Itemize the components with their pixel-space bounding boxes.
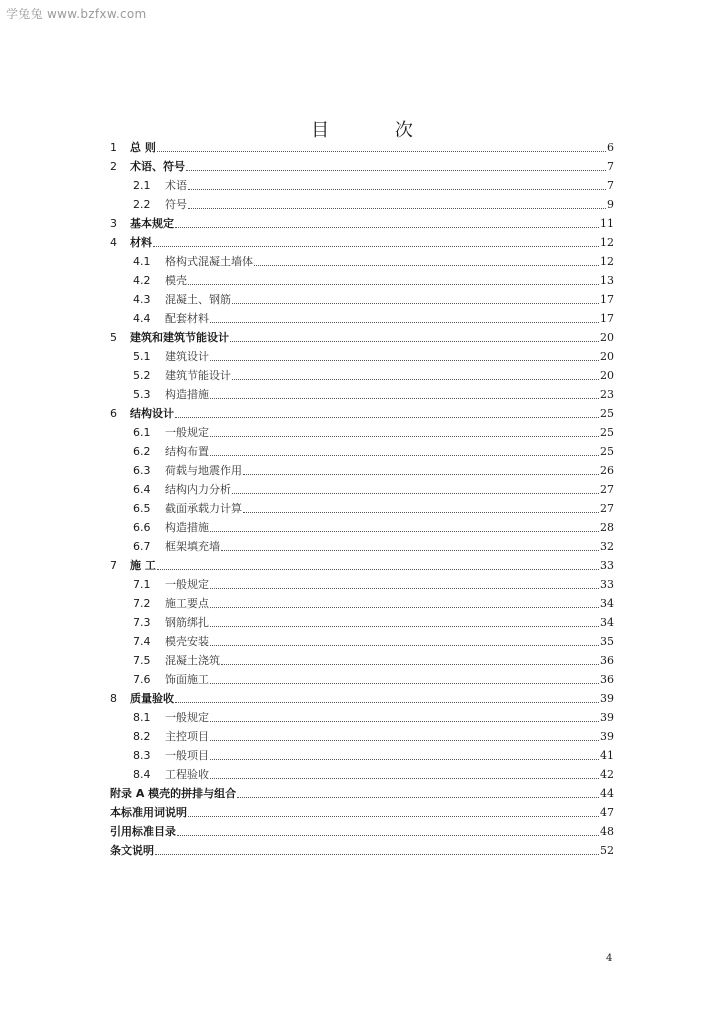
toc-entry-number: 2.1 [133,179,151,192]
toc-entry-number: 6.1 [133,426,151,439]
toc-entry[interactable] [110,366,614,385]
toc-dot-leader [157,151,606,152]
toc-entry[interactable] [110,556,614,575]
toc-entry-page: 17 [600,312,614,325]
toc-entry-page: 25 [600,445,614,458]
toc-entry[interactable] [110,347,614,366]
toc-entry-number: 4.1 [133,255,151,268]
toc-entry-label: 截面承载力计算 [165,502,242,515]
toc-entry-number: 7.2 [133,597,151,610]
toc-entry[interactable] [110,746,614,765]
toc-entry-number: 6.4 [133,483,151,496]
toc-entry-page: 52 [600,844,614,857]
toc-entry-label: 附录 A 模壳的拼排与组合 [110,787,237,800]
toc-dot-leader [210,721,599,722]
toc-entry-label: 术语 [165,179,187,192]
toc-dot-leader [210,740,599,741]
toc-entry-page: 32 [600,540,614,553]
toc-dot-leader [188,189,606,190]
toc-entry-page: 7 [607,160,614,173]
toc-dot-leader [210,588,599,589]
toc-entry-page: 39 [600,730,614,743]
toc-entry-page: 36 [600,654,614,667]
toc-entry-label: 条文说明 [110,844,154,857]
toc-entry-number: 7.5 [133,654,151,667]
toc-entry[interactable] [110,537,614,556]
toc-entry-label: 工程验收 [165,768,209,781]
toc-entry-page: 20 [600,369,614,382]
toc-entry-label: 格构式混凝土墙体 [165,255,253,268]
toc-dot-leader [210,398,599,399]
toc-entry-label: 一般规定 [165,711,209,724]
toc-dot-leader [210,531,599,532]
toc-entry-page: 36 [600,673,614,686]
toc-entry-page: 20 [600,331,614,344]
toc-dot-leader [232,493,599,494]
toc-dot-leader [155,854,599,855]
toc-entry-label: 基本规定 [130,217,174,230]
toc-entry-label: 饰面施工 [165,673,209,686]
toc-dot-leader [157,569,599,570]
toc-entry-page: 6 [607,141,614,154]
toc-dot-leader [188,284,599,285]
toc-entry[interactable] [110,651,614,670]
toc-entry-label: 混凝土、钢筋 [165,293,231,306]
toc-dot-leader [175,417,599,418]
toc-dot-leader [175,702,599,703]
toc-entry-number: 4.3 [133,293,151,306]
toc-entry-number: 2 [110,160,117,173]
toc-entry[interactable] [110,138,614,157]
toc-dot-leader [243,474,599,475]
toc-entry-page: 42 [600,768,614,781]
toc-dot-leader [221,664,599,665]
toc-entry-label: 建筑节能设计 [165,369,231,382]
toc-entry-label: 施工要点 [165,597,209,610]
toc-entry-number: 8.2 [133,730,151,743]
toc-entry-label: 一般规定 [165,426,209,439]
toc-dot-leader [237,797,599,798]
toc-entry-label: 配套材料 [165,312,209,325]
toc-entry[interactable] [110,290,614,309]
toc-entry-number: 4.4 [133,312,151,325]
toc-entry-number: 7 [110,559,117,572]
toc-dot-leader [232,303,599,304]
toc-entry-label: 结构布置 [165,445,209,458]
toc-entry-page: 33 [600,559,614,572]
toc-entry-number: 8 [110,692,117,705]
toc-entry-page: 23 [600,388,614,401]
toc-entry-label: 总 则 [130,141,156,154]
toc-dot-leader [188,816,599,817]
toc-entry[interactable] [110,176,614,195]
toc-entry-page: 33 [600,578,614,591]
toc-entry-label: 质量验收 [130,692,174,705]
toc-entry-page: 25 [600,426,614,439]
toc-entry-number: 4 [110,236,117,249]
toc-entry-label: 符号 [165,198,187,211]
toc-entry-label: 构造措施 [165,521,209,534]
toc-entry-label: 框架填充墙 [165,540,220,553]
toc-entry-number: 5.2 [133,369,151,382]
toc-entry-label: 本标准用词说明 [110,806,187,819]
toc-dot-leader [188,208,606,209]
toc-entry-number: 6.7 [133,540,151,553]
toc-entry[interactable] [110,271,614,290]
toc-entry[interactable] [110,442,614,461]
toc-entry-label: 构造措施 [165,388,209,401]
toc-dot-leader [210,626,599,627]
toc-entry-page: 39 [600,711,614,724]
toc-entry[interactable] [110,309,614,328]
toc-dot-leader [221,550,599,551]
toc-entry-number: 6.2 [133,445,151,458]
toc-entry-page: 20 [600,350,614,363]
watermark-text: 学兔兔 www.bzfxw.com [6,7,147,21]
toc-entry-number: 2.2 [133,198,151,211]
toc-entry-number: 5.3 [133,388,151,401]
toc-entry-page: 12 [600,255,614,268]
toc-entry-label: 混凝土浇筑 [165,654,220,667]
toc-entry[interactable] [110,518,614,537]
toc-entry-page: 39 [600,692,614,705]
toc-entry[interactable] [110,195,614,214]
toc-dot-leader [210,607,599,608]
toc-entry-label: 模壳安装 [165,635,209,648]
toc-entry[interactable] [110,841,614,860]
toc-entry-page: 12 [600,236,614,249]
toc-entry-page: 27 [600,483,614,496]
toc-entry-page: 44 [600,787,614,800]
toc-entry[interactable] [110,594,614,613]
toc-entry[interactable] [110,575,614,594]
toc-entry[interactable] [110,803,614,822]
toc-entry-label: 主控项目 [165,730,209,743]
toc-entry[interactable] [110,157,614,176]
toc-dot-leader [232,379,599,380]
toc-entry-label: 一般项目 [165,749,209,762]
toc-entry-page: 47 [600,806,614,819]
toc-entry-label: 建筑设计 [165,350,209,363]
toc-entry[interactable] [110,613,614,632]
toc-entry-number: 8.1 [133,711,151,724]
toc-entry-label: 结构设计 [130,407,174,420]
toc-entry-page: 13 [600,274,614,287]
toc-entry-page: 9 [607,198,614,211]
toc-dot-leader [210,645,599,646]
toc-entry-page: 48 [600,825,614,838]
toc-dot-leader [230,341,599,342]
toc-entry-number: 8.3 [133,749,151,762]
toc-entry-number: 6.5 [133,502,151,515]
toc-dot-leader [153,246,599,247]
toc-entry-number: 6 [110,407,117,420]
toc-entry-label: 建筑和建筑节能设计 [130,331,229,344]
toc-entry[interactable] [110,480,614,499]
toc-entry-page: 27 [600,502,614,515]
toc-entry-page: 25 [600,407,614,420]
toc-entry[interactable] [110,670,614,689]
toc-dot-leader [210,778,599,779]
toc-entry-label: 结构内力分析 [165,483,231,496]
toc-entry[interactable] [110,822,614,841]
toc-entry-number: 3 [110,217,117,230]
toc-entry-label: 材料 [130,236,152,249]
page-number: 4 [606,953,613,964]
toc-entry[interactable] [110,689,614,708]
toc-entry-label: 术语、符号 [130,160,185,173]
toc-entry-page: 35 [600,635,614,648]
toc-entry-number: 1 [110,141,117,154]
toc-entry-page: 11 [600,217,614,230]
toc-dot-leader [254,265,599,266]
toc-entry-number: 7.3 [133,616,151,629]
toc-entry-number: 7.1 [133,578,151,591]
toc-entry[interactable] [110,708,614,727]
toc-entry[interactable] [110,328,614,347]
toc-dot-leader [210,683,599,684]
toc-entry-label: 施 工 [130,559,156,572]
toc-entry-page: 26 [600,464,614,477]
toc-entry-number: 6.3 [133,464,151,477]
toc-entry-number: 5.1 [133,350,151,363]
toc-entry[interactable] [110,632,614,651]
toc-entry[interactable] [110,727,614,746]
toc-entry-page: 28 [600,521,614,534]
toc-entry-label: 模壳 [165,274,187,287]
toc-entry-number: 7.4 [133,635,151,648]
toc-entry-number: 6.6 [133,521,151,534]
toc-entry[interactable] [110,404,614,423]
toc-entry-number: 4.2 [133,274,151,287]
toc-entry-page: 34 [600,597,614,610]
toc-dot-leader [210,759,599,760]
toc-entry[interactable] [110,461,614,480]
toc-entry-label: 钢筋绑扎 [165,616,209,629]
toc-entry-label: 一般规定 [165,578,209,591]
toc-entry-page: 7 [607,179,614,192]
toc-entry-label: 荷载与地震作用 [165,464,242,477]
toc-entry[interactable] [110,499,614,518]
toc-entry-label: 引用标准目录 [110,825,176,838]
toc-entry[interactable] [110,423,614,442]
toc-entry[interactable] [110,214,614,233]
toc-entry[interactable] [110,233,614,252]
toc-entry[interactable] [110,784,614,803]
table-of-contents [110,138,614,860]
page-title: 目 次 [311,120,443,141]
toc-dot-leader [175,227,599,228]
toc-entry-page: 17 [600,293,614,306]
toc-dot-leader [186,170,606,171]
toc-entry-number: 5 [110,331,117,344]
toc-entry-page: 41 [600,749,614,762]
toc-dot-leader [210,360,599,361]
toc-entry-number: 7.6 [133,673,151,686]
toc-entry[interactable] [110,385,614,404]
toc-entry[interactable] [110,765,614,784]
toc-dot-leader [210,436,599,437]
toc-entry-page: 34 [600,616,614,629]
toc-dot-leader [210,455,599,456]
toc-dot-leader [210,322,599,323]
toc-entry[interactable] [110,252,614,271]
toc-dot-leader [243,512,599,513]
toc-entry-number: 8.4 [133,768,151,781]
toc-dot-leader [177,835,599,836]
